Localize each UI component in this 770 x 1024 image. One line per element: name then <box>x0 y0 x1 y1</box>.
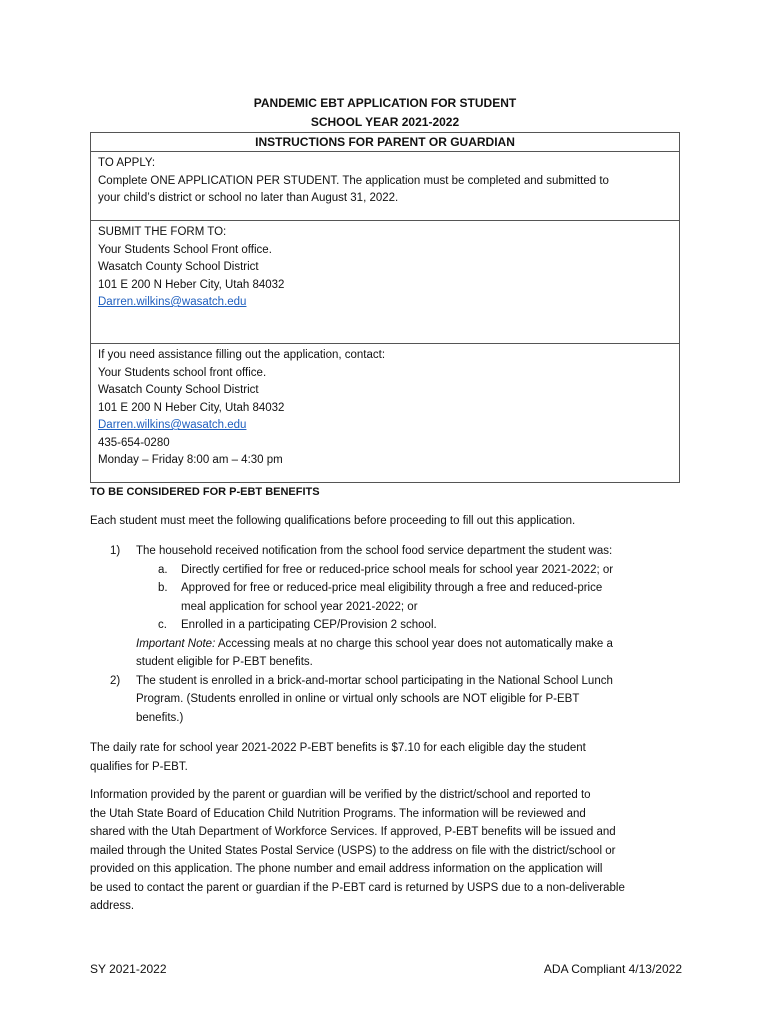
to-apply-section <box>90 151 680 221</box>
important-note <box>110 635 680 672</box>
footer-right: ADA Compliant 4/13/2022 <box>543 962 682 976</box>
info-text: provided on this application. The phone number and email address information on the application will <box>90 863 603 875</box>
to-apply-text-1: Complete ONE APPLICATION PER STUDENT. The application must be completed and submitted to <box>98 174 609 187</box>
sub-item-text: Directly certified for free or reduced-price school meals for school year 2021-2022; or <box>181 563 614 576</box>
note-text: student eligible for P-EBT benefits. <box>136 656 313 668</box>
submit-label: SUBMIT THE FORM TO: <box>98 226 227 238</box>
assistance-district: Wasatch County School District <box>98 384 259 396</box>
assistance-section <box>90 343 680 483</box>
list-number: 2) <box>110 674 121 687</box>
submit-district: Wasatch County School District <box>98 261 259 273</box>
list-item <box>110 542 680 561</box>
qualifications-intro: Each student must meet the following qualifications before proceeding to fill out this application. <box>90 515 576 527</box>
note-text: Accessing meals at no charge this school year does not automatically make a <box>215 637 613 650</box>
assistance-email-link[interactable]: Darren.wilkins@wasatch.edu <box>98 419 247 431</box>
list-item <box>110 672 680 728</box>
instructions-header: INSTRUCTIONS FOR PARENT OR GUARDIAN <box>90 132 680 152</box>
qualifications-list <box>110 542 680 727</box>
assistance-phone: 435-654-0280 <box>98 436 170 449</box>
sub-list-item <box>136 579 680 616</box>
sub-list-item <box>136 616 680 635</box>
info-text: the Utah State Board of Education Child Nutrition Programs. The information will be reviewed and <box>90 807 586 820</box>
submit-office: Your Students School Front office. <box>98 243 272 256</box>
list-item-text: The student is enrolled in a brick-and-mortar school participating in the National School Lunch <box>136 674 613 687</box>
sub-item-text: Enrolled in a participating CEP/Provision 2 school. <box>181 619 437 631</box>
sub-letter: b. <box>158 582 168 594</box>
assistance-label: If you need assistance filling out the application, contact: <box>98 349 386 361</box>
sub-item-text: meal application for school year 2021-2022; or <box>181 600 418 613</box>
info-text: mailed through the United States Postal Service (USPS) to the address on file with the district/school or <box>90 844 616 857</box>
sub-item-text: Approved for free or reduced-price meal eligibility through a free and reduced-price <box>181 582 603 594</box>
list-item-text: benefits.) <box>136 711 184 724</box>
submit-email-link[interactable]: Darren.wilkins@wasatch.edu <box>98 296 247 308</box>
sub-letter: a. <box>158 563 168 576</box>
submit-address: 101 E 200 N Heber City, Utah 84032 <box>98 278 285 291</box>
page-title: PANDEMIC EBT APPLICATION FOR STUDENT <box>253 96 517 110</box>
list-item-text: Program. (Students enrolled in online or virtual only schools are NOT eligible for P-EBT <box>136 693 580 705</box>
list-item-text: The household received notification from the school food service department the student was: <box>136 545 613 557</box>
info-text: be used to contact the parent or guardian if the P-EBT card is returned by USPS due to a non-deliverable <box>90 881 625 894</box>
list-number: 1) <box>110 545 121 557</box>
to-apply-label: TO APPLY: <box>98 157 156 169</box>
sub-list-item <box>136 561 680 580</box>
page-subtitle: SCHOOL YEAR 2021-2022 <box>310 115 460 129</box>
to-apply-text-2: your child’s district or school no later than August 31, 2022. <box>98 192 399 204</box>
rate-text: qualifies for P-EBT. <box>90 760 188 773</box>
submit-section <box>90 220 680 344</box>
footer-left: SY 2021-2022 <box>90 962 167 976</box>
sub-letter: c. <box>158 619 167 631</box>
assistance-address: 101 E 200 N Heber City, Utah 84032 <box>98 401 285 414</box>
section-heading: TO BE CONSIDERED FOR P-EBT BENEFITS <box>90 486 320 498</box>
rate-text: The daily rate for school year 2021-2022 P-EBT benefits is $7.10 for each eligible day the student <box>90 742 586 754</box>
info-text: shared with the Utah Department of Workforce Services. If approved, P-EBT benefits will be issued and <box>90 826 616 838</box>
note-label: Important Note: <box>136 637 216 650</box>
information-paragraph <box>90 786 680 916</box>
assistance-office: Your Students school front office. <box>98 366 267 379</box>
info-text: Information provided by the parent or guardian will be verified by the district/school and reported to <box>90 789 591 801</box>
info-text: address. <box>90 900 135 912</box>
assistance-hours: Monday – Friday 8:00 am – 4:30 pm <box>98 454 283 466</box>
daily-rate-paragraph <box>90 739 680 776</box>
